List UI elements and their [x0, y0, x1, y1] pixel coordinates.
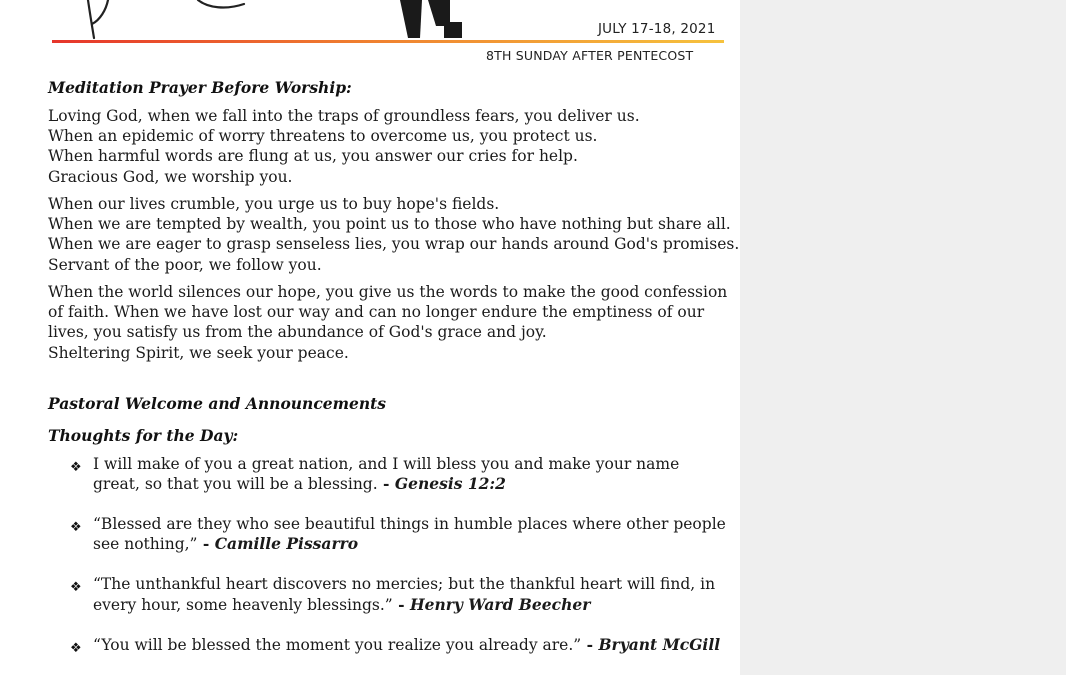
list-item [70, 514, 730, 554]
service-date: JULY 17-18, 2021 [598, 21, 716, 37]
diamond-bullet-icon: ❖ [70, 580, 82, 596]
meditation-heading: Meditation Prayer Before Worship: [48, 78, 352, 97]
prayer-stanza-1 [48, 106, 738, 187]
prayer-stanza-2 [48, 194, 738, 275]
attribution-dash: - [197, 534, 215, 554]
attribution-dash: - [377, 474, 395, 494]
prayer-line: of faith. When we have lost our way and can no longer endure the emptiness of our [48, 303, 705, 322]
prayer-stanza-3 [48, 282, 738, 363]
prayer-line: When the world silences our hope, you give us the words to make the good confession [48, 283, 728, 301]
prayer-line: Servant of the poor, we follow you. [48, 255, 322, 274]
list-item [70, 574, 730, 614]
list-item [70, 635, 730, 655]
quote-attribution: Camille Pissarro [214, 534, 359, 554]
side-panel [740, 0, 1066, 675]
prayer-line: When an epidemic of worry threatens to overcome us, you protect us. [48, 127, 598, 146]
quote-attribution: Bryant McGill [598, 634, 721, 654]
prayer-line: Sheltering Spirit, we seek your peace. [48, 343, 349, 362]
thoughts-heading: Thoughts for the Day: [48, 426, 239, 445]
prayer-line: When our lives crumble, you urge us to buy hope's fields. [48, 195, 500, 213]
quote-attribution: Genesis 12:2 [394, 474, 506, 494]
prayer-line: When we are tempted by wealth, you point us to those who have nothing but share all. [48, 215, 731, 234]
prayer-line: When we are eager to grasp senseless lies, you wrap our hands around God's promises. [48, 235, 740, 254]
quote-text: “The unthankful heart discovers no mercies; but the thankful heart will find, in every hour, some heavenly blessings.” [93, 575, 716, 614]
diamond-bullet-icon: ❖ [70, 520, 82, 536]
quote-attribution: Henry Ward Beecher [409, 594, 591, 614]
prayer-line: When harmful words are flung at us, you answer our cries for help. [48, 147, 578, 166]
quote-text: I will make of you a great nation, and I will bless you and make your name great, so that you will be a blessing. [93, 455, 680, 494]
page-edge [1066, 0, 1080, 675]
quote-text: “You will be blessed the moment you realize you already are.” [93, 635, 582, 654]
quote-text: “Blessed are they who see beautiful things in humble places where other people see nothing,” [93, 515, 726, 554]
diamond-bullet-icon: ❖ [70, 640, 82, 656]
prayer-line: Gracious God, we worship you. [48, 167, 293, 186]
attribution-dash: - [392, 594, 410, 614]
prayer-line: lives, you satisfy us from the abundance of God's grace and joy. [48, 323, 547, 342]
list-item [70, 454, 730, 494]
attribution-dash: - [581, 634, 599, 654]
diamond-bullet-icon: ❖ [70, 460, 82, 475]
header-rule [52, 40, 724, 43]
thoughts-list [70, 454, 730, 675]
prayer-line: Loving God, when we fall into the traps of groundless fears, you deliver us. [48, 107, 640, 125]
liturgical-day: 8TH SUNDAY AFTER PENTECOST [486, 48, 694, 63]
pastoral-heading: Pastoral Welcome and Announcements [48, 394, 387, 413]
